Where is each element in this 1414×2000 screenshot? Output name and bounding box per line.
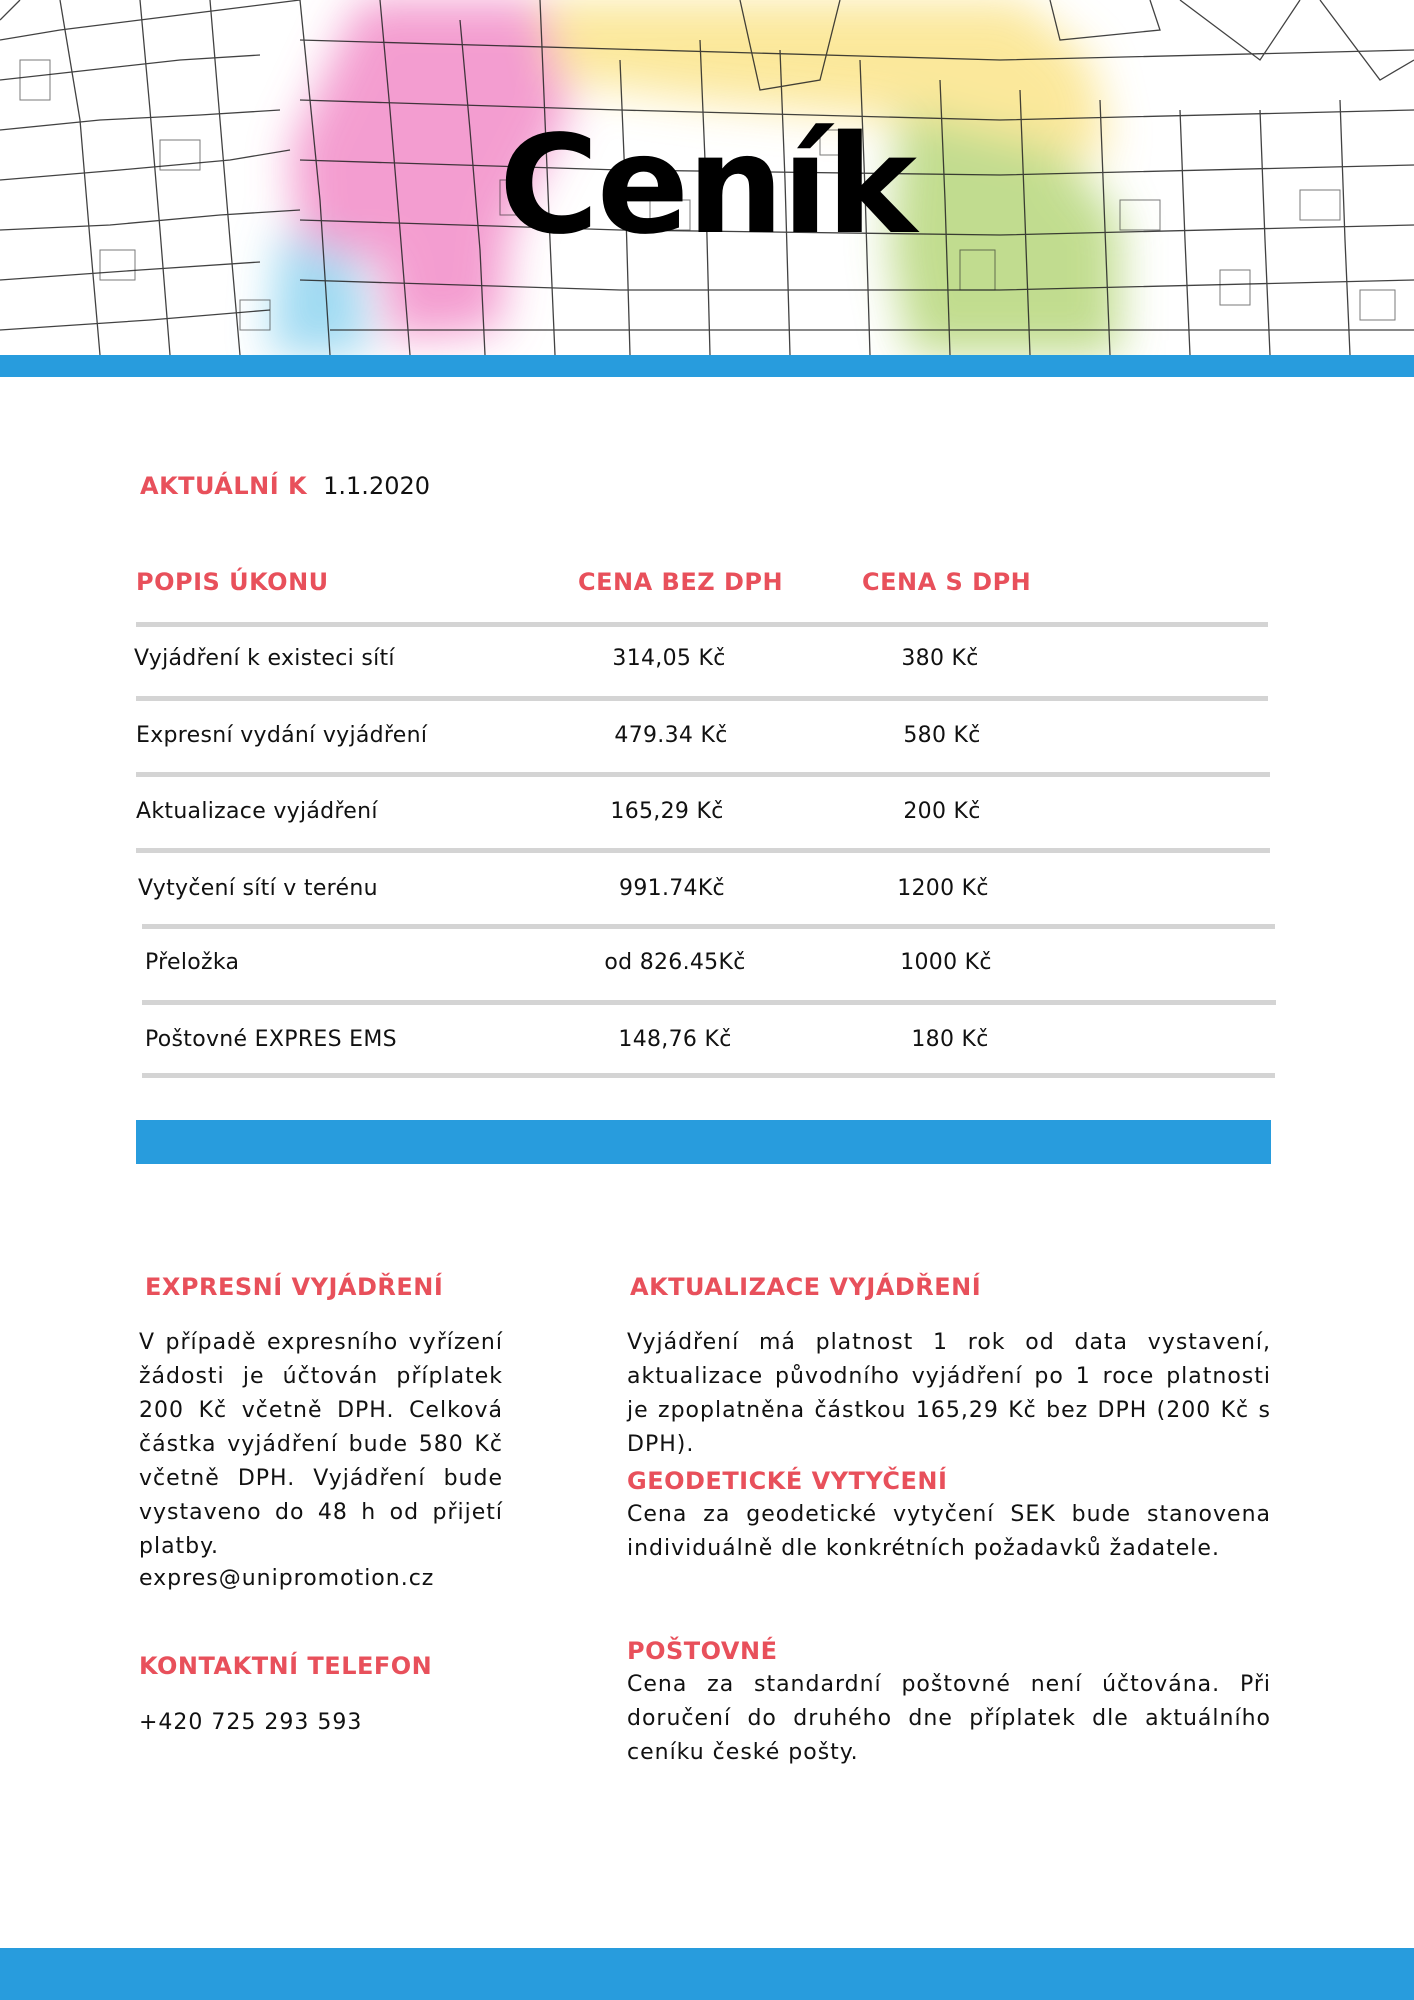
postage-heading: POŠTOVNÉ — [627, 1637, 778, 1665]
top-accent-band — [0, 355, 1414, 377]
table-divider — [142, 924, 1275, 929]
column-header-price-with-vat: CENA S DPH — [862, 568, 1032, 596]
row-price-with-vat: 1200 Kč — [897, 876, 989, 901]
update-text: Vyjádření má platnost 1 rok od data vystavení, aktualizace původního vyjádření po 1 roce platnosti je zpoplatněna částkou 165,29 Kč bez DPH (200 Kč s DPH). — [627, 1330, 1271, 1457]
table-divider — [142, 1000, 1276, 1005]
row-price-without-vat: 479.34 Kč — [614, 723, 728, 748]
table-divider — [136, 696, 1268, 701]
validity-line — [140, 472, 430, 500]
row-price-without-vat: 314,05 Kč — [612, 646, 726, 671]
header-map-banner — [0, 0, 1414, 355]
validity-label: AKTUÁLNÍ K — [140, 472, 308, 500]
row-price-with-vat: 380 Kč — [901, 646, 979, 671]
table-divider — [142, 1073, 1275, 1078]
express-email: expres@unipromotion.cz — [139, 1566, 435, 1591]
contact-phone: +420 725 293 593 — [139, 1710, 363, 1735]
row-price-without-vat: 991.74Kč — [619, 876, 725, 901]
validity-date: 1.1.2020 — [323, 472, 431, 500]
column-header-price-without-vat: CENA BEZ DPH — [578, 568, 784, 596]
column-header-description: POPIS ÚKONU — [136, 568, 329, 596]
page-title: Ceník — [499, 107, 915, 265]
row-description: Vyjádření k existeci sítí — [134, 646, 395, 671]
table-divider — [136, 848, 1270, 853]
row-price-without-vat: 165,29 Kč — [610, 799, 724, 824]
row-description: Poštovné EXPRES EMS — [145, 1027, 397, 1052]
row-description: Přeložka — [145, 950, 240, 975]
row-price-with-vat: 1000 Kč — [900, 950, 992, 975]
row-price-with-vat: 200 Kč — [903, 799, 981, 824]
table-divider — [136, 772, 1270, 777]
row-price-with-vat: 180 Kč — [911, 1027, 989, 1052]
geodetic-text: Cena za geodetické vytyčení SEK bude stanovena individuálně dle konkrétních požadavků žadatele. — [627, 1502, 1271, 1561]
express-heading: EXPRESNÍ VYJÁDŘENÍ — [145, 1273, 444, 1301]
postage-text: Cena za standardní poštovné není účtována. Při doručení do druhého dne příplatek dle aktuálního ceníku české pošty. — [627, 1672, 1271, 1765]
row-price-with-vat: 580 Kč — [903, 723, 981, 748]
row-description: Aktualizace vyjádření — [136, 799, 378, 824]
table-divider — [136, 622, 1268, 627]
row-price-without-vat: od 826.45Kč — [604, 950, 746, 975]
row-description: Vytyčení sítí v terénu — [138, 876, 378, 901]
middle-accent-band — [136, 1120, 1271, 1164]
bottom-accent-band — [0, 1948, 1414, 2000]
update-heading: AKTUALIZACE VYJÁDŘENÍ — [630, 1273, 982, 1301]
row-price-without-vat: 148,76 Kč — [618, 1027, 732, 1052]
contact-heading: KONTAKTNÍ TELEFON — [139, 1652, 433, 1680]
row-description: Expresní vydání vyjádření — [136, 723, 428, 748]
geodetic-heading: GEODETICKÉ VYTYČENÍ — [627, 1467, 948, 1495]
express-text: V případě expresního vyřízení žádosti je účtován příplatek 200 Kč včetně DPH. Celková částka vyjádření bude 580 Kč včetně DPH. Vyjádření bude vystaveno do 48 h od přijetí platby. — [139, 1330, 503, 1559]
